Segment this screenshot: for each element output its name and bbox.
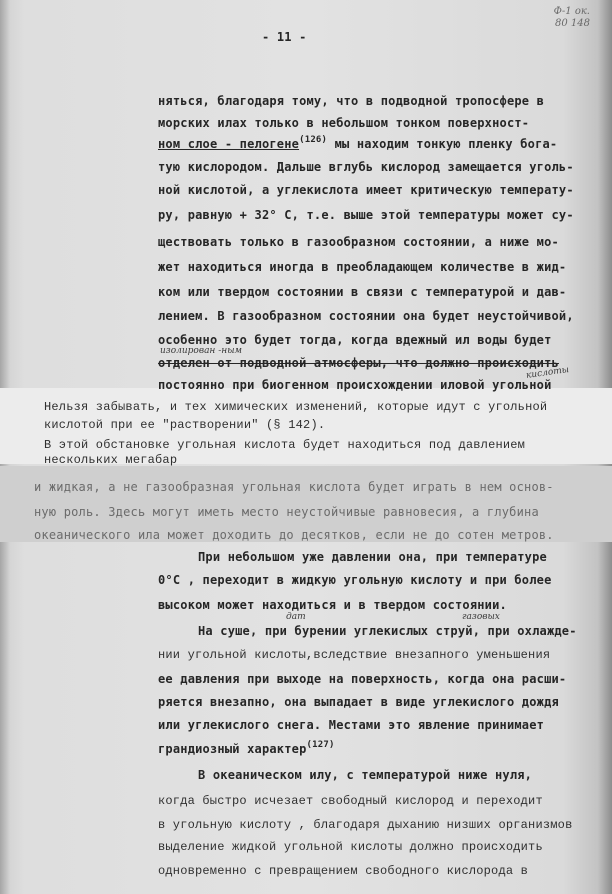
text-line-15: 0°С , переходит в жидкую угольную кислоту и при более [158,573,552,587]
text-line-17: На суше, при бурении углекислых струй, при охлажде- [198,624,577,638]
faded-line-1: и жидкая, а не газообразная угольная кислота будет играть в нем основ- [34,480,554,494]
faded-line-3: океанического ила может доходить до десятков, если не до сотен метров. [34,528,554,542]
insert-line-3: В этой обстановке угольная кислота будет находиться под давлением [44,438,526,452]
text-line-21: или углекислого снега. Местами это явление принимает [158,718,545,732]
text-line-13: постоянно при биогенном происхождении иловой угольной [158,378,552,392]
handwritten-correction-3: дат [286,612,306,622]
text-line-26: выделение жидкой угольной кислоты должно происходить [158,840,543,854]
handwritten-correction-1: изолирован -ным [160,346,243,356]
text-line-11: особенно это будет тогда, когда вдежный ил воды будет [158,333,552,347]
faded-line-2: ную роль. Здесь могут иметь место неустойчивые равновесия, а глубина [34,505,539,519]
text-line-27: одновременно с превращением свободного кислорода в [158,864,529,878]
text-line-2: морских илах только в небольшом тонком поверхност- [158,116,530,130]
archive-marks [554,6,590,30]
text-line-16: высоком может находиться и в твердом состоянии. [158,598,507,612]
insert-line-4: нескольких мегабар [44,453,178,467]
text-line-14: При небольшом уже давлении она, при температуре [198,550,547,564]
page-number: - 11 - [262,30,307,44]
archive-mark-2: 80 148 [554,18,590,29]
text-line-6: ру, равную + 32° С, т.е. выше этой температуры может су- [158,208,574,222]
text-line-19: ее давления при выходе на поверхность, когда она расши- [158,672,567,686]
text-line-18: нии угольной кислоты,вследствие внезапного уменьшения [158,648,551,662]
text-line-9: ком или твердом состоянии в связи с температурой и дав- [158,285,567,299]
text-line-7: ществовать только в газообразном состоянии, а ниже мо- [158,235,559,249]
handwritten-margin-note: кислоты [525,365,570,381]
text-line-10: лением. В газообразном состоянии она будет неустойчивой, [158,309,574,323]
text-line-22: грандиозный характер$^{(127)}$ [158,740,335,756]
text-line-12: отделен от подводной атмосферы, что должно происходить [158,356,559,370]
text-line-23: В океаническом илу, с температурой ниже нуля, [198,768,533,782]
text-line-3: ном слое - пелогене$^{(126)}$ мы находим тонкую пленку бога- [158,135,558,151]
insert-line-1: Нельзя забывать, и тех химических изменений, которые идут с угольной [44,400,548,414]
text-line-20: ряется внезапно, она выпадает в виде углекислого дождя [158,695,559,709]
archive-mark-1: Ф-1 ок. [553,6,590,17]
handwritten-correction-2: газовых [462,612,500,622]
text-line-1: няться, благодаря тому, что в подводной тропосфере в [158,94,545,108]
text-line-25: в угольную кислоту , благодаря дыханию низших организмов [158,818,573,832]
insert-line-2: кислотой при ее "растворении" (§ 142). [44,418,326,432]
text-line-8: жет находиться иногда в преобладающем количестве в жид- [158,260,567,274]
text-line-5: ной кислотой, а углекислота имеет критическую температу- [158,183,574,197]
text-line-24: когда быстро исчезает свободный кислород и переходит [158,794,543,808]
text-line-4: тую кислородом. Дальше вглубь кислород замещается уголь- [158,160,574,174]
